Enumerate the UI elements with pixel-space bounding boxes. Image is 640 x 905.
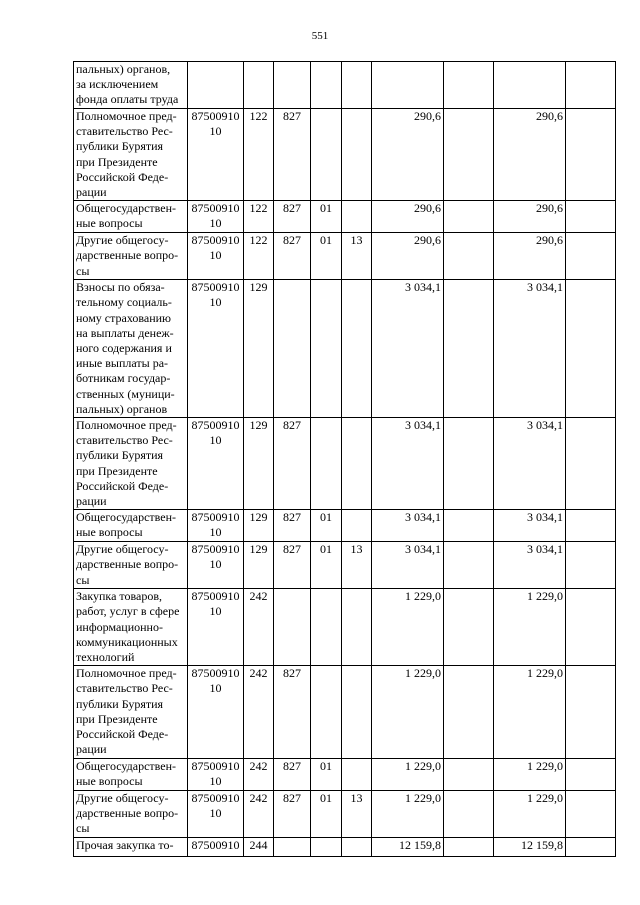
cell-sum2: 1 229,0 <box>494 589 566 666</box>
cell-pr <box>342 418 372 510</box>
table-row <box>74 201 616 233</box>
empty-cell <box>444 666 494 758</box>
cell-vr <box>244 62 274 109</box>
cell-name: Полномочное пред- ставительство Рес- публики Бурятия при Президенте Российской Феде- рации <box>74 666 188 758</box>
cell-name: пальных) органов, за исключением фонда оплаты труда <box>74 62 188 109</box>
cell-csr: 87500910 10 <box>188 233 244 280</box>
cell-rz <box>311 589 342 666</box>
cell-sum2: 290,6 <box>494 233 566 280</box>
cell-grbs: 827 <box>274 666 311 758</box>
cell-vr: 242 <box>244 790 274 837</box>
table-row <box>74 666 616 758</box>
empty-cell <box>566 589 616 666</box>
cell-sum2: 1 229,0 <box>494 790 566 837</box>
cell-grbs: 827 <box>274 510 311 542</box>
cell-csr: 87500910 10 <box>188 280 244 418</box>
cell-grbs <box>274 589 311 666</box>
cell-sum1 <box>372 62 444 109</box>
cell-rz <box>311 62 342 109</box>
cell-name: Взносы по обяза- тельному социаль- ному страхованию на выплаты денеж- ного содержания и иные выплаты ра- ботникам государ- ственных (муници- пальных) органов <box>74 280 188 418</box>
cell-sum2: 3 034,1 <box>494 418 566 510</box>
cell-sum1: 3 034,1 <box>372 280 444 418</box>
cell-grbs: 827 <box>274 758 311 790</box>
cell-sum1: 290,6 <box>372 109 444 201</box>
empty-cell <box>566 109 616 201</box>
cell-pr <box>342 201 372 233</box>
cell-name: Другие общегосу- дарственные вопро- сы <box>74 233 188 280</box>
cell-name: Полномочное пред- ставительство Рес- публики Бурятия при Президенте Российской Феде- рации <box>74 418 188 510</box>
table-row <box>74 790 616 837</box>
cell-sum2: 12 159,8 <box>494 837 566 856</box>
cell-csr <box>188 62 244 109</box>
cell-name: Закупка товаров, работ, услуг в сфере информационно- коммуникационных технологий <box>74 589 188 666</box>
cell-csr: 87500910 10 <box>188 542 244 589</box>
cell-csr: 87500910 10 <box>188 201 244 233</box>
cell-name: Общегосударствен- ные вопросы <box>74 510 188 542</box>
cell-rz: 01 <box>311 510 342 542</box>
cell-name: Общегосударствен- ные вопросы <box>74 758 188 790</box>
empty-cell <box>566 201 616 233</box>
empty-cell <box>444 201 494 233</box>
cell-csr: 87500910 10 <box>188 418 244 510</box>
cell-sum1: 290,6 <box>372 201 444 233</box>
cell-rz: 01 <box>311 790 342 837</box>
empty-cell <box>566 542 616 589</box>
cell-name: Полномочное пред- ставительство Рес- публики Бурятия при Президенте Российской Феде- рации <box>74 109 188 201</box>
cell-sum1: 3 034,1 <box>372 418 444 510</box>
empty-cell <box>566 666 616 758</box>
cell-csr: 87500910 10 <box>188 790 244 837</box>
table-row <box>74 418 616 510</box>
cell-vr: 242 <box>244 589 274 666</box>
cell-sum2 <box>494 62 566 109</box>
cell-grbs: 827 <box>274 542 311 589</box>
empty-cell <box>566 758 616 790</box>
cell-grbs: 827 <box>274 418 311 510</box>
cell-sum2: 290,6 <box>494 201 566 233</box>
cell-csr: 87500910 10 <box>188 109 244 201</box>
table-row <box>74 758 616 790</box>
empty-cell <box>566 837 616 856</box>
cell-sum1: 1 229,0 <box>372 666 444 758</box>
cell-name: Общегосударствен- ные вопросы <box>74 201 188 233</box>
cell-vr: 122 <box>244 109 274 201</box>
cell-rz <box>311 837 342 856</box>
empty-cell <box>566 280 616 418</box>
table-row <box>74 109 616 201</box>
cell-grbs: 827 <box>274 233 311 280</box>
cell-pr <box>342 589 372 666</box>
cell-vr: 122 <box>244 233 274 280</box>
cell-sum1: 290,6 <box>372 233 444 280</box>
page-number: 551 <box>311 30 329 42</box>
empty-cell <box>566 418 616 510</box>
empty-cell <box>566 510 616 542</box>
cell-rz <box>311 418 342 510</box>
cell-vr: 129 <box>244 280 274 418</box>
cell-pr <box>342 62 372 109</box>
table-row <box>74 233 616 280</box>
cell-sum2: 3 034,1 <box>494 510 566 542</box>
cell-name: Прочая закупка то- <box>74 837 188 856</box>
cell-vr: 242 <box>244 666 274 758</box>
cell-pr <box>342 280 372 418</box>
cell-sum2: 290,6 <box>494 109 566 201</box>
cell-pr <box>342 837 372 856</box>
cell-grbs <box>274 280 311 418</box>
empty-cell <box>444 542 494 589</box>
table-row <box>74 589 616 666</box>
cell-rz <box>311 109 342 201</box>
cell-sum2: 3 034,1 <box>494 542 566 589</box>
cell-grbs: 827 <box>274 201 311 233</box>
cell-vr: 129 <box>244 542 274 589</box>
cell-sum1: 1 229,0 <box>372 758 444 790</box>
table-row <box>74 62 616 109</box>
cell-vr: 244 <box>244 837 274 856</box>
table-row <box>74 837 616 856</box>
cell-rz: 01 <box>311 758 342 790</box>
cell-grbs: 827 <box>274 790 311 837</box>
table-row <box>74 280 616 418</box>
cell-rz <box>311 666 342 758</box>
empty-cell <box>444 233 494 280</box>
cell-pr <box>342 510 372 542</box>
cell-rz: 01 <box>311 233 342 280</box>
empty-cell <box>444 758 494 790</box>
cell-pr: 13 <box>342 233 372 280</box>
cell-pr <box>342 758 372 790</box>
empty-cell <box>444 589 494 666</box>
cell-csr: 87500910 10 <box>188 510 244 542</box>
cell-vr: 129 <box>244 418 274 510</box>
cell-grbs <box>274 837 311 856</box>
cell-csr: 87500910 10 <box>188 589 244 666</box>
cell-name: Другие общегосу- дарственные вопро- сы <box>74 542 188 589</box>
cell-vr: 129 <box>244 510 274 542</box>
empty-cell <box>444 790 494 837</box>
cell-pr: 13 <box>342 542 372 589</box>
cell-name: Другие общегосу- дарственные вопро- сы <box>74 790 188 837</box>
cell-csr: 87500910 <box>188 837 244 856</box>
empty-cell <box>444 109 494 201</box>
cell-grbs <box>274 62 311 109</box>
cell-vr: 242 <box>244 758 274 790</box>
cell-sum1: 3 034,1 <box>372 510 444 542</box>
empty-cell <box>444 418 494 510</box>
empty-cell <box>444 837 494 856</box>
cell-sum2: 1 229,0 <box>494 758 566 790</box>
cell-sum2: 1 229,0 <box>494 666 566 758</box>
empty-cell <box>566 62 616 109</box>
empty-cell <box>444 62 494 109</box>
cell-sum1: 3 034,1 <box>372 542 444 589</box>
cell-pr: 13 <box>342 790 372 837</box>
cell-csr: 87500910 10 <box>188 758 244 790</box>
cell-sum2: 3 034,1 <box>494 280 566 418</box>
empty-cell <box>566 233 616 280</box>
empty-cell <box>566 790 616 837</box>
table-row <box>74 510 616 542</box>
table-row <box>74 542 616 589</box>
cell-rz: 01 <box>311 201 342 233</box>
cell-sum1: 1 229,0 <box>372 790 444 837</box>
cell-csr: 87500910 10 <box>188 666 244 758</box>
cell-rz: 01 <box>311 542 342 589</box>
cell-rz <box>311 280 342 418</box>
cell-pr <box>342 109 372 201</box>
empty-cell <box>444 280 494 418</box>
cell-sum1: 12 159,8 <box>372 837 444 856</box>
cell-vr: 122 <box>244 201 274 233</box>
cell-sum1: 1 229,0 <box>372 589 444 666</box>
budget-table <box>73 61 616 857</box>
cell-pr <box>342 666 372 758</box>
empty-cell <box>444 510 494 542</box>
cell-grbs: 827 <box>274 109 311 201</box>
